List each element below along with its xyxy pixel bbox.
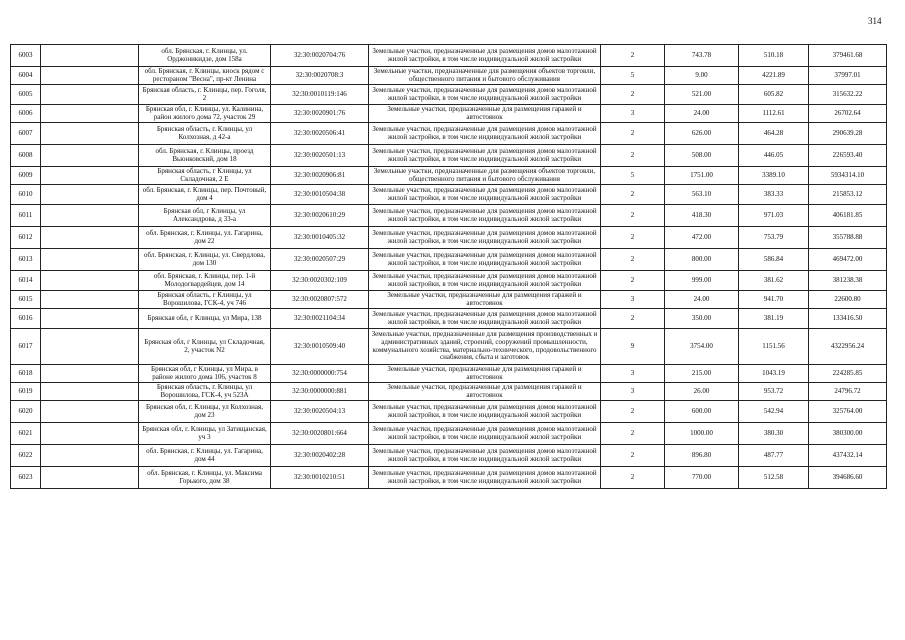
land-use-group-cell: 5 — [601, 167, 665, 185]
table-row — [11, 365, 887, 383]
cadastral-number-cell: 32:30:0020704:76 — [271, 45, 369, 67]
spacer-cell — [41, 309, 139, 329]
specific-value-cell: 383.33 — [739, 185, 809, 205]
cadastral-value-cell: 355788.88 — [809, 227, 887, 249]
address-cell: Брянская обл, г Клинцы, ул Мира, в районе жилого дома 106, участок 8 — [139, 365, 271, 383]
cadastral-value-cell: 290639.28 — [809, 123, 887, 145]
area-cell: 26.00 — [665, 383, 739, 401]
cadastral-value-cell: 215853.12 — [809, 185, 887, 205]
address-cell: обл. Брянская, г. Клинцы, ул. Орджоникидзе, дом 158а — [139, 45, 271, 67]
row-number-cell: 6014 — [11, 271, 41, 291]
area-cell: 999.00 — [665, 271, 739, 291]
land-use-group-cell: 2 — [601, 423, 665, 445]
address-cell: Брянская обл, г Клинцы, ул Складочная, 2, участок N2 — [139, 329, 271, 365]
cadastral-value-cell: 224285.85 — [809, 365, 887, 383]
spacer-cell — [41, 45, 139, 67]
land-use-group-cell: 5 — [601, 67, 665, 85]
land-use-group-cell: 2 — [601, 145, 665, 167]
cadastral-value-cell: 469472.00 — [809, 249, 887, 271]
area-cell: 1000.00 — [665, 423, 739, 445]
row-number-cell: 6009 — [11, 167, 41, 185]
row-number-cell: 6011 — [11, 205, 41, 227]
land-use-cell: Земельные участки, предназначенные для размещения домов малоэтажной жилой застройки, в том числе индивидуальной жилой застройки — [369, 205, 601, 227]
land-use-group-cell: 2 — [601, 185, 665, 205]
table-row — [11, 123, 887, 145]
spacer-cell — [41, 383, 139, 401]
row-number-cell: 6005 — [11, 85, 41, 105]
area-cell: 600.00 — [665, 401, 739, 423]
area-cell: 896.80 — [665, 445, 739, 467]
table-row — [11, 145, 887, 167]
area-cell: 215.00 — [665, 365, 739, 383]
cadastral-number-cell: 32:30:0000000:881 — [271, 383, 369, 401]
table-row — [11, 383, 887, 401]
land-use-group-cell: 2 — [601, 45, 665, 67]
address-cell: Брянская обл, г. Клинцы, ул Колхозная, дом 23 — [139, 401, 271, 423]
cadastral-value-cell: 37997.01 — [809, 67, 887, 85]
row-number-cell: 6016 — [11, 309, 41, 329]
specific-value-cell: 971.03 — [739, 205, 809, 227]
cadastral-value-cell: 394686.60 — [809, 467, 887, 489]
row-number-cell: 6006 — [11, 105, 41, 123]
land-use-cell: Земельные участки, предназначенные для размещения домов малоэтажной жилой застройки, в том числе индивидуальной жилой застройки — [369, 145, 601, 167]
spacer-cell — [41, 271, 139, 291]
cadastral-number-cell: 32:30:0010509:40 — [271, 329, 369, 365]
address-cell: Брянская область, г. Клинцы, ул Колхозная, д 42-а — [139, 123, 271, 145]
cadastral-value-cell: 437432.14 — [809, 445, 887, 467]
area-cell: 350.00 — [665, 309, 739, 329]
specific-value-cell: 1043.19 — [739, 365, 809, 383]
land-use-cell: Земельные участки, предназначенные для размещения домов малоэтажной жилой застройки, в том числе индивидуальной жилой застройки — [369, 467, 601, 489]
spacer-cell — [41, 227, 139, 249]
table-row — [11, 205, 887, 227]
row-number-cell: 6004 — [11, 67, 41, 85]
land-use-group-cell: 3 — [601, 383, 665, 401]
cadastral-value-cell: 133416.50 — [809, 309, 887, 329]
address-cell: Брянская область, г Клинцы, ул Ворошилова, ГСК-4, уч 746 — [139, 291, 271, 309]
land-use-cell: Земельные участки, предназначенные для размещения домов малоэтажной жилой застройки, в том числе индивидуальной жилой застройки — [369, 445, 601, 467]
cadastral-number-cell: 32:30:0010405:32 — [271, 227, 369, 249]
land-use-cell: Земельные участки, предназначенные для размещения производственных и административных зданий, строений, сооружений промышленности, коммунального хозяйства, материально-технического, продовольственного снабжения, сбыта и заготовок — [369, 329, 601, 365]
cadastral-value-cell: 315632.22 — [809, 85, 887, 105]
specific-value-cell: 487.77 — [739, 445, 809, 467]
spacer-cell — [41, 467, 139, 489]
row-number-cell: 6022 — [11, 445, 41, 467]
spacer-cell — [41, 423, 139, 445]
specific-value-cell: 381.62 — [739, 271, 809, 291]
spacer-cell — [41, 205, 139, 227]
row-number-cell: 6018 — [11, 365, 41, 383]
address-cell: обл. Брянская, г. Клинцы, пер. Почтовый, дом 4 — [139, 185, 271, 205]
land-use-cell: Земельные участки, предназначенные для размещения домов малоэтажной жилой застройки, в том числе индивидуальной жилой застройки — [369, 45, 601, 67]
land-use-group-cell: 2 — [601, 205, 665, 227]
row-number-cell: 6017 — [11, 329, 41, 365]
spacer-cell — [41, 291, 139, 309]
specific-value-cell: 586.84 — [739, 249, 809, 271]
spacer-cell — [41, 123, 139, 145]
area-cell: 1751.00 — [665, 167, 739, 185]
land-registry-table — [10, 44, 887, 489]
table-row — [11, 227, 887, 249]
spacer-cell — [41, 167, 139, 185]
table-row — [11, 401, 887, 423]
land-use-group-cell: 2 — [601, 227, 665, 249]
cadastral-number-cell: 32:30:0010119:146 — [271, 85, 369, 105]
spacer-cell — [41, 365, 139, 383]
area-cell: 24.00 — [665, 291, 739, 309]
cadastral-number-cell: 32:30:0010504:38 — [271, 185, 369, 205]
specific-value-cell: 953.72 — [739, 383, 809, 401]
cadastral-value-cell: 22600.80 — [809, 291, 887, 309]
land-use-cell: Земельные участки, предназначенные для размещения домов малоэтажной жилой застройки, в том числе индивидуальной жилой застройки — [369, 123, 601, 145]
land-use-cell: Земельные участки, предназначенные для размещения домов малоэтажной жилой застройки, в том числе индивидуальной жилой застройки — [369, 185, 601, 205]
land-use-cell: Земельные участки, предназначенные для размещения гаражей и автостоянок — [369, 291, 601, 309]
cadastral-value-cell: 26702.64 — [809, 105, 887, 123]
spacer-cell — [41, 145, 139, 167]
specific-value-cell: 1151.56 — [739, 329, 809, 365]
table-row — [11, 467, 887, 489]
row-number-cell: 6019 — [11, 383, 41, 401]
row-number-cell: 6023 — [11, 467, 41, 489]
cadastral-number-cell: 32:30:0020402:28 — [271, 445, 369, 467]
table-row — [11, 249, 887, 271]
cadastral-value-cell: 24796.72 — [809, 383, 887, 401]
spacer-cell — [41, 105, 139, 123]
cadastral-value-cell: 4322956.24 — [809, 329, 887, 365]
address-cell: Брянская область, г. Клинцы, пер. Гоголя, 2 — [139, 85, 271, 105]
area-cell: 743.78 — [665, 45, 739, 67]
address-cell: Брянская обл, г. Клинцы, ул. Калинина, район жилого дома 72, участок 29 — [139, 105, 271, 123]
table-row — [11, 167, 887, 185]
land-use-cell: Земельные участки, предназначенные для размещения домов малоэтажной жилой застройки, в том числе индивидуальной жилой застройки — [369, 423, 601, 445]
cadastral-value-cell: 5934314.10 — [809, 167, 887, 185]
table-row — [11, 271, 887, 291]
row-number-cell: 6013 — [11, 249, 41, 271]
specific-value-cell: 542.94 — [739, 401, 809, 423]
cadastral-number-cell: 32:30:0020807:572 — [271, 291, 369, 309]
area-cell: 418.30 — [665, 205, 739, 227]
table-row — [11, 445, 887, 467]
specific-value-cell: 464.28 — [739, 123, 809, 145]
land-use-group-cell: 2 — [601, 271, 665, 291]
spacer-cell — [41, 401, 139, 423]
land-use-cell: Земельные участки, предназначенные для размещения домов малоэтажной жилой застройки, в том числе индивидуальной жилой застройки — [369, 227, 601, 249]
cadastral-number-cell: 32:30:0020507:29 — [271, 249, 369, 271]
cadastral-value-cell: 325764.00 — [809, 401, 887, 423]
cadastral-number-cell: 32:30:0020708:3 — [271, 67, 369, 85]
land-use-cell: Земельные участки, предназначенные для размещения домов малоэтажной жилой застройки, в том числе индивидуальной жилой застройки — [369, 85, 601, 105]
cadastral-number-cell: 32:30:0010210:51 — [271, 467, 369, 489]
row-number-cell: 6015 — [11, 291, 41, 309]
address-cell: обл. Брянская, г. Клинцы, пер. 1-й Молодогвардейцев, дом 14 — [139, 271, 271, 291]
specific-value-cell: 1112.61 — [739, 105, 809, 123]
table-row — [11, 309, 887, 329]
specific-value-cell: 605.82 — [739, 85, 809, 105]
land-use-group-cell: 3 — [601, 105, 665, 123]
table-row — [11, 105, 887, 123]
row-number-cell: 6021 — [11, 423, 41, 445]
row-number-cell: 6007 — [11, 123, 41, 145]
spacer-cell — [41, 249, 139, 271]
page-number: 314 — [868, 16, 882, 26]
land-use-cell: Земельные участки, предназначенные для размещения домов малоэтажной жилой застройки, в том числе индивидуальной жилой застройки — [369, 249, 601, 271]
land-use-cell: Земельные участки, предназначенные для размещения домов малоэтажной жилой застройки, в том числе индивидуальной жилой застройки — [369, 401, 601, 423]
address-cell: обл. Брянская, г. Клинцы, ул. Максима Горького, дом 38 — [139, 467, 271, 489]
table-row — [11, 67, 887, 85]
spacer-cell — [41, 185, 139, 205]
land-use-group-cell: 2 — [601, 249, 665, 271]
land-use-group-cell: 3 — [601, 365, 665, 383]
land-use-cell: Земельные участки, предназначенные для размещения гаражей и автостоянок — [369, 365, 601, 383]
land-use-cell: Земельные участки, предназначенные для размещения гаражей и автостоянок — [369, 105, 601, 123]
land-use-cell: Земельные участки, предназначенные для размещения гаражей и автостоянок — [369, 383, 601, 401]
land-use-cell: Земельные участки, предназначенные для размещения объектов торговли, общественного питания и бытового обслуживания — [369, 67, 601, 85]
area-cell: 563.10 — [665, 185, 739, 205]
table-row — [11, 85, 887, 105]
table-row — [11, 291, 887, 309]
address-cell: обл. Брянская, г. Клинцы, ул. Свердлова, дом 130 — [139, 249, 271, 271]
cadastral-value-cell: 380300.00 — [809, 423, 887, 445]
land-use-group-cell: 3 — [601, 291, 665, 309]
table-row — [11, 45, 887, 67]
area-cell: 626.00 — [665, 123, 739, 145]
cadastral-number-cell: 32:30:0020501:13 — [271, 145, 369, 167]
spacer-cell — [41, 329, 139, 365]
address-cell: Брянская обл, г Клинцы, ул Александрова, д 33-а — [139, 205, 271, 227]
address-cell: Брянская обл, г Клинцы, ул Мира, 138 — [139, 309, 271, 329]
table-row — [11, 329, 887, 365]
cadastral-number-cell: 32:30:0000000:754 — [271, 365, 369, 383]
cadastral-number-cell: 32:30:0020801:664 — [271, 423, 369, 445]
address-cell: обл. Брянская, г. Клинцы, проезд Вьюнковский, дом 18 — [139, 145, 271, 167]
specific-value-cell: 753.79 — [739, 227, 809, 249]
specific-value-cell: 381.19 — [739, 309, 809, 329]
cadastral-number-cell: 32:30:0020901:76 — [271, 105, 369, 123]
specific-value-cell: 941.70 — [739, 291, 809, 309]
cadastral-value-cell: 406181.85 — [809, 205, 887, 227]
specific-value-cell: 380.30 — [739, 423, 809, 445]
cadastral-value-cell: 381238.38 — [809, 271, 887, 291]
area-cell: 3754.00 — [665, 329, 739, 365]
cadastral-value-cell: 379461.68 — [809, 45, 887, 67]
cadastral-number-cell: 32:30:0020504:13 — [271, 401, 369, 423]
row-number-cell: 6012 — [11, 227, 41, 249]
row-number-cell: 6020 — [11, 401, 41, 423]
spacer-cell — [41, 67, 139, 85]
cadastral-number-cell: 32:30:0020302:109 — [271, 271, 369, 291]
address-cell: Брянская область, г Клинцы, ул Складочная, 2 Е — [139, 167, 271, 185]
address-cell: обл. Брянская, г. Клинцы, ул. Гагарина, дом 22 — [139, 227, 271, 249]
spacer-cell — [41, 85, 139, 105]
row-number-cell: 6008 — [11, 145, 41, 167]
spacer-cell — [41, 445, 139, 467]
area-cell: 472.00 — [665, 227, 739, 249]
row-number-cell: 6003 — [11, 45, 41, 67]
cadastral-number-cell: 32:30:0020506:41 — [271, 123, 369, 145]
address-cell: обл. Брянская, г. Клинцы, ул. Гагарина, дом 44 — [139, 445, 271, 467]
table-row — [11, 423, 887, 445]
area-cell: 508.00 — [665, 145, 739, 167]
area-cell: 800.00 — [665, 249, 739, 271]
land-use-cell: Земельные участки, предназначенные для размещения объектов торговли, общественного питания и бытового обслуживания — [369, 167, 601, 185]
specific-value-cell: 510.18 — [739, 45, 809, 67]
area-cell: 24.00 — [665, 105, 739, 123]
table-row — [11, 185, 887, 205]
specific-value-cell: 3389.10 — [739, 167, 809, 185]
land-use-group-cell: 2 — [601, 85, 665, 105]
land-use-cell: Земельные участки, предназначенные для размещения домов малоэтажной жилой застройки, в том числе индивидуальной жилой застройки — [369, 271, 601, 291]
area-cell: 521.00 — [665, 85, 739, 105]
area-cell: 9.00 — [665, 67, 739, 85]
cadastral-value-cell: 226593.40 — [809, 145, 887, 167]
address-cell: обл. Брянская, г. Клинцы, киоск рядом с рестораном "Весна", пр-кт Ленина — [139, 67, 271, 85]
specific-value-cell: 512.58 — [739, 467, 809, 489]
land-use-group-cell: 2 — [601, 309, 665, 329]
specific-value-cell: 446.05 — [739, 145, 809, 167]
row-number-cell: 6010 — [11, 185, 41, 205]
cadastral-number-cell: 32:30:0020906:81 — [271, 167, 369, 185]
land-use-cell: Земельные участки, предназначенные для размещения домов малоэтажной жилой застройки, в том числе индивидуальной жилой застройки — [369, 309, 601, 329]
cadastral-number-cell: 32:30:0021104:34 — [271, 309, 369, 329]
cadastral-number-cell: 32:30:0020610:29 — [271, 205, 369, 227]
land-use-group-cell: 2 — [601, 401, 665, 423]
land-use-group-cell: 9 — [601, 329, 665, 365]
land-use-group-cell: 2 — [601, 467, 665, 489]
address-cell: Брянская обл, г. Клинцы, ул Затищанская, уч 3 — [139, 423, 271, 445]
table-body — [11, 45, 887, 489]
land-use-group-cell: 2 — [601, 445, 665, 467]
specific-value-cell: 4221.89 — [739, 67, 809, 85]
address-cell: Брянская область, г. Клинцы, ул Ворошилова, ГСК-4, уч 523А — [139, 383, 271, 401]
area-cell: 770.00 — [665, 467, 739, 489]
land-use-group-cell: 2 — [601, 123, 665, 145]
